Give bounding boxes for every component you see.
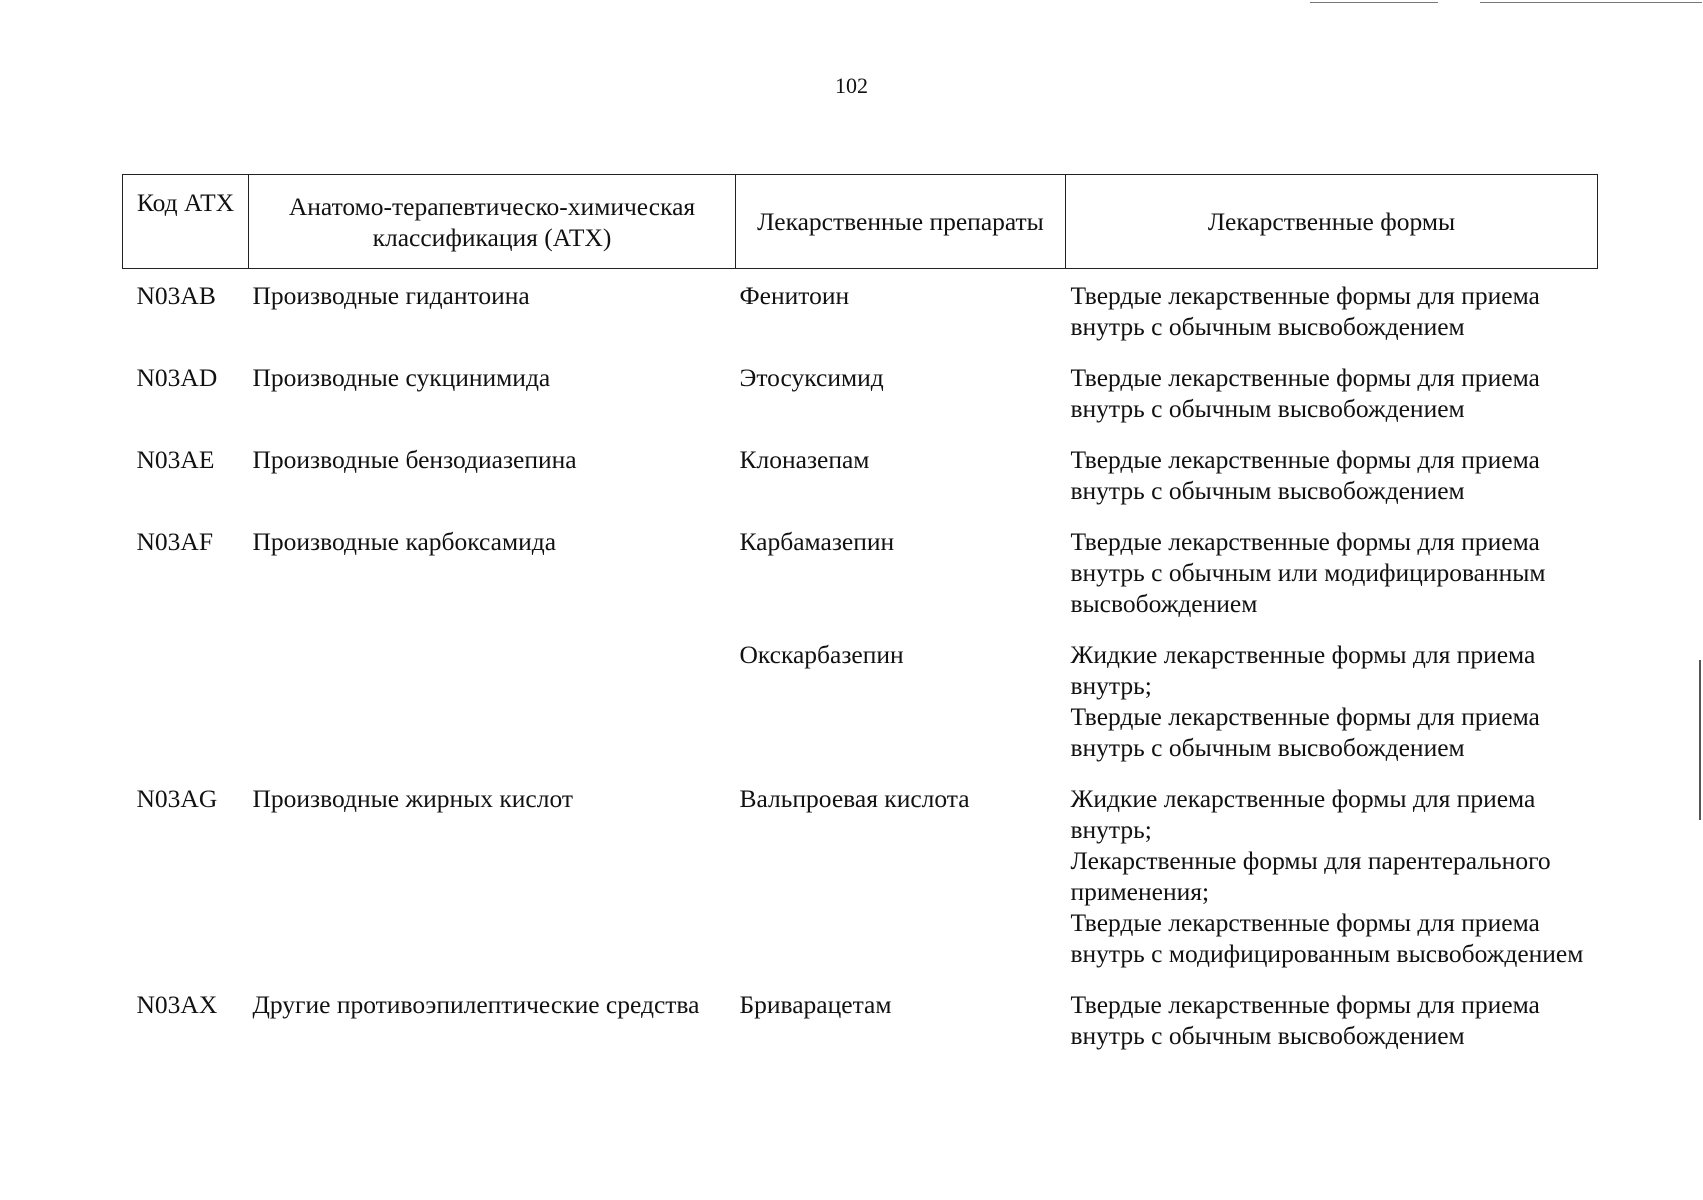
- cell-forms: [1066, 362, 1598, 444]
- cell-drug: Этосуксимид: [739, 363, 884, 392]
- cell-forms: [1066, 639, 1598, 783]
- form-line: Твердые лекарственные формы для приема внутрь с модифицированным высвобождением: [1070, 908, 1584, 968]
- table-row: [123, 269, 1598, 363]
- scan-side-mark: [1699, 660, 1701, 820]
- cell-forms: [1066, 989, 1598, 1071]
- form-line: Жидкие лекарственные формы для приема внутрь;: [1070, 784, 1536, 844]
- table-row: [123, 989, 1598, 1071]
- cell-forms: [1066, 444, 1598, 526]
- form-line: Лекарственные формы для парентерального применения;: [1070, 846, 1551, 906]
- cell-drug: Бриварацетам: [739, 990, 892, 1019]
- cell-classification: Другие противоэпилептические средства: [252, 990, 700, 1019]
- cell-code: N03AD: [136, 363, 218, 392]
- cell-code: N03AX: [136, 990, 218, 1019]
- cell-code: N03AB: [136, 281, 216, 310]
- form-line: Твердые лекарственные формы для приема внутрь с обычным высвобождением: [1070, 702, 1540, 762]
- header-drugs: Лекарственные препараты: [736, 175, 1066, 269]
- cell-drug: Карбамазепин: [739, 527, 895, 556]
- cell-drug: Вальпроевая кислота: [739, 784, 970, 813]
- table-header: [123, 175, 1598, 269]
- table-row: [123, 526, 1598, 639]
- page-number: 102: [835, 73, 868, 98]
- header-row: [123, 175, 1598, 269]
- cell-drug: Окскарбазепин: [739, 640, 904, 669]
- table-row: [123, 639, 1598, 783]
- cell-classification: Производные сукцинимида: [252, 363, 551, 392]
- cell-drug: Клоназепам: [739, 445, 870, 474]
- cell-classification: Производные жирных кислот: [252, 784, 574, 813]
- cell-classification: Производные карбоксамида: [252, 527, 557, 556]
- table-row: [123, 362, 1598, 444]
- form-line: Твердые лекарственные формы для приема внутрь с обычным высвобождением: [1070, 363, 1540, 423]
- form-line: Твердые лекарственные формы для приема внутрь с обычным высвобождением: [1070, 281, 1540, 341]
- cell-classification: [249, 639, 736, 783]
- header-classification: Анатомо-терапевтическо-химическая классификация (АТХ): [249, 175, 736, 269]
- cell-drug: Фенитоин: [739, 281, 850, 310]
- header-code: Код АТХ: [123, 175, 249, 269]
- table-row: [123, 783, 1598, 989]
- form-line: Твердые лекарственные формы для приема внутрь с обычным или модифицированным высвобождением: [1070, 527, 1546, 618]
- cell-code: N03AG: [136, 784, 218, 813]
- cell-code: [123, 639, 249, 783]
- atc-table: [122, 174, 1598, 1071]
- cell-forms: [1066, 526, 1598, 639]
- cell-forms: [1066, 783, 1598, 989]
- cell-code: N03AF: [136, 527, 214, 556]
- header-forms: Лекарственные формы: [1066, 175, 1598, 269]
- cell-forms: [1066, 269, 1598, 363]
- form-line: Твердые лекарственные формы для приема внутрь с обычным высвобождением: [1070, 990, 1540, 1050]
- cell-code: N03AE: [136, 445, 215, 474]
- table-row: [123, 444, 1598, 526]
- form-line: Твердые лекарственные формы для приема внутрь с обычным высвобождением: [1070, 445, 1540, 505]
- cell-classification: Производные бензодиазепина: [252, 445, 577, 474]
- scan-top-rule-2: [1480, 2, 1702, 3]
- cell-classification: Производные гидантоина: [252, 281, 530, 310]
- table-body: [123, 269, 1598, 1072]
- form-line: Жидкие лекарственные формы для приема внутрь;: [1070, 640, 1536, 700]
- scan-top-rule-1: [1310, 2, 1438, 3]
